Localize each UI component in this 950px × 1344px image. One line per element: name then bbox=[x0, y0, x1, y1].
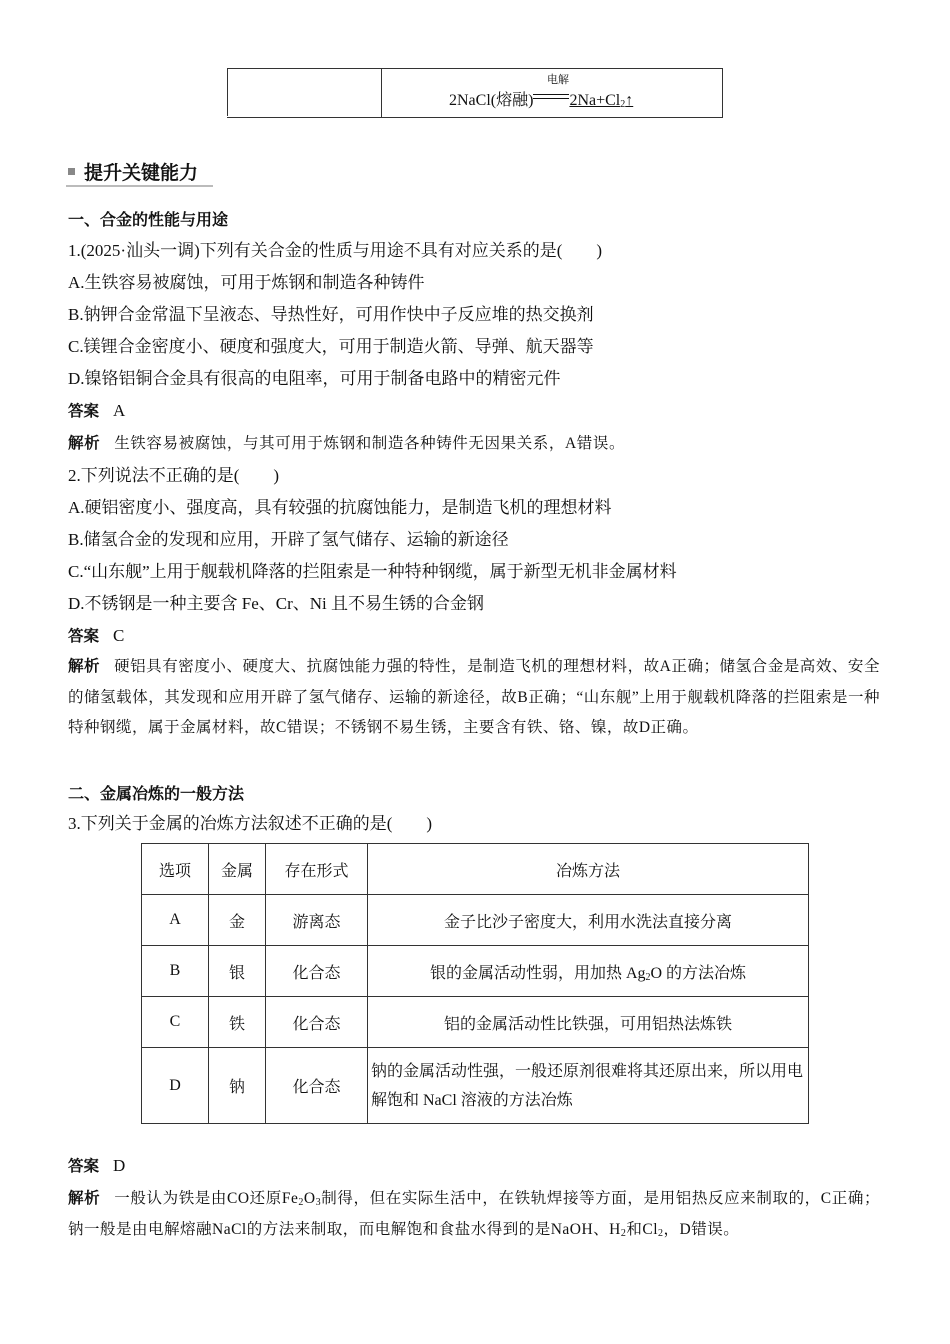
table-cell-form: 化合态 bbox=[266, 946, 368, 997]
heading-smelting: 二、金属冶炼的一般方法 bbox=[68, 784, 245, 803]
table-cell-method: 金子比沙子密度大，利用水洗法直接分离 bbox=[368, 895, 809, 946]
table-cell-method: 银的金属活动性弱，用加热 $Ag_2O$ 的方法冶炼 bbox=[368, 946, 809, 997]
q3-stem: 3.下列关于金属的冶炼方法叙述不正确的是( ) bbox=[68, 814, 433, 833]
table-cell-option: A bbox=[142, 895, 209, 946]
q2-option-a: A.硬铝密度小、强度高，具有较强的抗腐蚀能力，是制造飞机的理想材料 bbox=[68, 498, 612, 517]
section-marker-icon bbox=[68, 168, 75, 175]
electrolysis-label: 电解 bbox=[547, 73, 569, 86]
equation-left: 2NaCl(熔融) bbox=[449, 92, 534, 109]
q1-stem: 1.(2025·汕头一调)下列有关合金的性质与用途不具有对应关系的是( ) bbox=[68, 241, 603, 260]
q1-analysis: 解析 生铁容易被腐蚀，与其可用于炼钢和制造各种铸件无因果关系，A错误。 bbox=[68, 434, 626, 452]
table-cell-metal: 金 bbox=[209, 895, 266, 946]
gas-arrow-icon: ↑ bbox=[625, 92, 634, 109]
table-row bbox=[142, 1048, 809, 1124]
table-cell-metal: 铁 bbox=[209, 997, 266, 1048]
smelting-table bbox=[141, 843, 809, 1124]
section-title: 提升关键能力 bbox=[84, 162, 199, 184]
table-cell-method: 钠的金属活动性强，一般还原剂很难将其还原出来，所以用电解饱和 NaCl 溶液的方法冶炼 bbox=[368, 1048, 809, 1124]
table-cell-metal: 银 bbox=[209, 946, 266, 997]
table-header: 金属 bbox=[209, 844, 266, 895]
q1-answer: 答案 A bbox=[68, 401, 126, 420]
q3-analysis: 解析 一般认为铁是由CO还原$Fe_2O_3$制得，但在实际生活中，在铁轨焊接等方面，是用铝热反应来制取的，C正确；钠一般是由电解熔融NaCl的方法来制取，而电解饱和食盐水得到的是NaOH、$H_2$和$Cl_2$，D错误。 bbox=[68, 1189, 880, 1239]
table-header-row bbox=[142, 844, 809, 895]
q2-option-d: D.不锈钢是一种主要含 Fe、Cr、Ni 且不易生锈的合金钢 bbox=[68, 594, 485, 613]
equation-arrow-line bbox=[533, 94, 569, 99]
q1-option-c: C.镁锂合金密度小、硬度和强度大，可用于制造火箭、导弹、航天器等 bbox=[68, 337, 594, 356]
q1-option-a: A.生铁容易被腐蚀，可用于炼钢和制造各种铸件 bbox=[68, 273, 425, 292]
table-cell-form: 化合态 bbox=[266, 1048, 368, 1124]
table-cell-option: C bbox=[142, 997, 209, 1048]
q2-analysis: 解析 硬铝具有密度小、硬度大、抗腐蚀能力强的特性，是制造飞机的理想材料，故A正确；储氢合金是高效、安全的储氢载体，其发现和应用开辟了氢气储存、运输的新途径，故B正确；“山东舰”上用于舰载机降落的拦阻索是一种特种钢缆，属于金属材料，故C错误；不锈钢不易生锈，主要含有铁、铬、镍，故D正确。 bbox=[68, 657, 880, 736]
heading-alloys: 一、合金的性能与用途 bbox=[68, 210, 229, 229]
table-header: 存在形式 bbox=[266, 844, 368, 895]
q2-option-c: C.“山东舰”上用于舰载机降落的拦阻索是一种特种钢缆，属于新型无机非金属材料 bbox=[68, 562, 677, 581]
table-cell-form: 化合态 bbox=[266, 997, 368, 1048]
table-row bbox=[142, 997, 809, 1048]
equation bbox=[449, 87, 633, 110]
section-title-underline bbox=[66, 185, 213, 187]
equation-right: $2Na+Cl_2↑$ bbox=[569, 92, 634, 110]
q3-answer: 答案 D bbox=[68, 1156, 126, 1175]
top-table-left-border bbox=[227, 68, 228, 116]
q2-answer: 答案 C bbox=[68, 626, 125, 645]
table-row bbox=[142, 946, 809, 997]
table-cell-form: 游离态 bbox=[266, 895, 368, 946]
table-header: 选项 bbox=[142, 844, 209, 895]
table-cell-metal: 钠 bbox=[209, 1048, 266, 1124]
q2-option-b: B.储氢合金的发现和应用，开辟了氢气储存、运输的新途径 bbox=[68, 530, 509, 549]
q1-option-d: D.镍铬铝铜合金具有很高的电阻率，可用于制备电路中的精密元件 bbox=[68, 369, 561, 388]
table-row bbox=[142, 895, 809, 946]
table-cell-option: B bbox=[142, 946, 209, 997]
table-header: 冶炼方法 bbox=[368, 844, 809, 895]
table-cell-option: D bbox=[142, 1048, 209, 1124]
top-table-divider bbox=[381, 69, 382, 117]
q1-option-b: B.钠钾合金常温下呈液态、导热性好，可用作快中子反应堆的热交换剂 bbox=[68, 305, 594, 324]
table-cell-method: 铝的金属活动性比铁强，可用铝热法炼铁 bbox=[368, 997, 809, 1048]
q2-stem: 2.下列说法不正确的是( ) bbox=[68, 466, 280, 485]
